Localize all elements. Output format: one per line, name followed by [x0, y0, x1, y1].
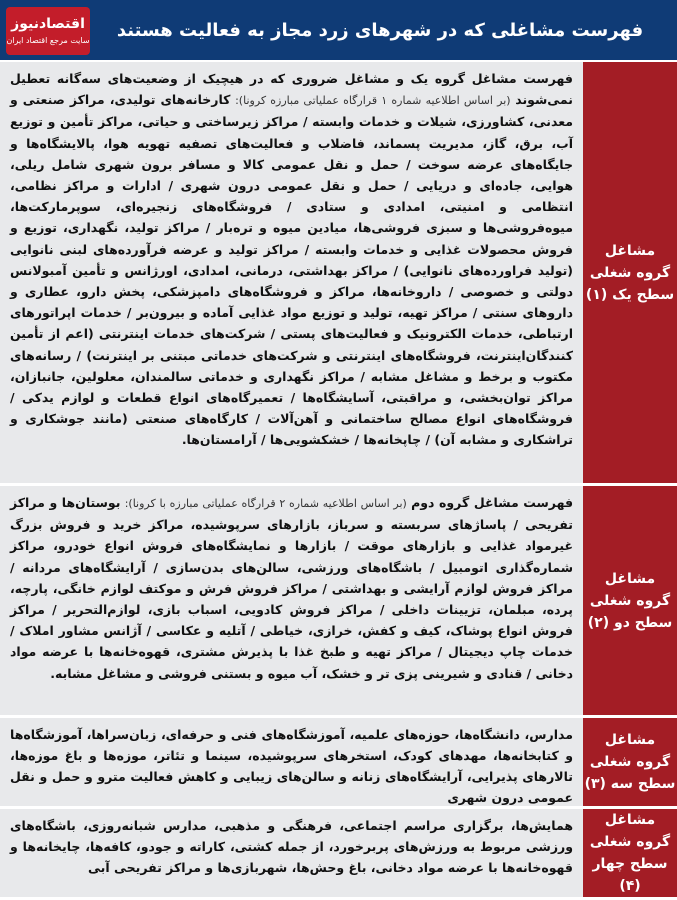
table-row-level-3	[0, 718, 677, 809]
row-note: (بر اساس اطلاعیه شماره ۲ قرارگاه عملیاتی مبارزه با کرونا):	[124, 497, 407, 510]
label-line-1: مشاغل	[604, 242, 656, 259]
row-heading: فهرست مشاغل گروه دوم	[411, 495, 574, 510]
label-line-2: گروه شغلی	[589, 592, 671, 609]
logo-tagline: سایت مرجع اقتصاد ایران	[6, 36, 90, 45]
row-label	[583, 718, 677, 806]
table-row-level-1	[0, 62, 677, 486]
label-line-3: سطح چهار (۴)	[592, 856, 668, 894]
label-line-1: مشاغل	[604, 812, 656, 828]
page-title: فهرست مشاغلی که در شهرهای زرد مجاز به فعالیت هستند	[116, 19, 644, 41]
row-label	[583, 62, 677, 483]
row-label	[583, 486, 677, 715]
row-heading: فهرست مشاغل گروه یک و مشاغل ضروری که در هیچیک از وضعیت‌های سه‌گانه تعطیل نمی‌شوند	[10, 71, 573, 108]
label-line-3: سطح یک (۱)	[585, 286, 675, 303]
table-row-level-4	[0, 809, 677, 900]
label-line-2: گروه شغلی	[589, 754, 671, 770]
label-line-2: گروه شغلی	[589, 264, 671, 281]
logo-name: اقتصادنیوز	[11, 16, 85, 32]
label-line-3: سطح سه (۳)	[584, 776, 676, 792]
label-line-1: مشاغل	[604, 732, 656, 748]
row-content	[0, 62, 583, 483]
table-row-level-2	[0, 486, 677, 718]
row-content	[0, 718, 583, 806]
label-line-2: گروه شغلی	[589, 834, 671, 850]
row-content	[0, 486, 583, 715]
label-line-1: مشاغل	[604, 570, 656, 587]
row-body: مدارس، دانشگاه‌ها، حوزه‌های علمیه، آموزشگاه‌های فنی و حرفه‌ای، زبان‌سراها، آموزشگاه‌ها و کتابخانه‌ها، مهدهای کودک، استخرهای سرپوشیده، سینما و تئاتر، موزه‌ها و باغ موزه‌ها، تالارهای پذیرایی، آرایشگاه‌های زنانه و سالن‌های زیبایی و کاهش فعالیت مترو و حمل و نقل عمومی درون شهری	[10, 727, 573, 805]
row-body: بوستان‌ها و مراکز تفریحی / پاساژهای سربسته و سرباز، بازارهای سرپوشیده، مراکز خرید و فروش بزرگ غیرمواد غذایی و بازارهای موقت / بازارها و نمایشگاه‌های فروش انواع خودرو، مراکز شماره‌گذاری اتومبیل / باشگاه‌های ورزشی، سالن‌های بدن‌سازی / آرایشگاه‌های مردانه / مراکز فروش لوازم آرایشی و بهداشتی / مراکز فروش فرش و موکتف لوازم خانگی، پارچه، پرده، مبلمان، تزیینات داخلی / مراکز فروش کادویی، اسباب بازی، لوازم‌التحریر / مراکز فروش انواع پوشاک، کیف و کفش، خرازی، خیاطی / آتلیه و عکاسی / آژانس مشاور املاک / خدمات چاپ دیجیتال / مراکز تهیه و طبخ غذا با پذیرش مشتری، قهوه‌خانه‌ها با عرضه مواد دخانی / قنادی و شیرینی پزی تر و خشک، آب میوه و بستنی فروشی و مشاغل مشابه.	[10, 495, 573, 681]
row-label	[583, 809, 677, 897]
jobs-table	[0, 62, 677, 900]
row-note: (بر اساس اطلاعیه شماره ۱ قرارگاه عملیاتی مبارزه کرونا):	[235, 94, 511, 108]
logo	[6, 7, 90, 55]
row-content	[0, 809, 583, 897]
header-bar	[0, 0, 677, 60]
label-line-3: سطح دو (۲)	[587, 614, 673, 631]
row-body: همایش‌ها، برگزاری مراسم اجتماعی، فرهنگی و مذهبی، مدارس شبانه‌روزی، باشگاه‌های ورزشی مربوط به ورزش‌های پربرخورد، از جمله کشتی، کاراته و جودو، کافه‌ها، چایخانه‌ها و قهوه‌خانه‌ها با عرضه مواد دخانی، باغ وحش‌ها، شهربازی‌ها و مراکز تفریحی آبی	[10, 818, 573, 875]
row-body: کارخانه‌های تولیدی، مراکز صنعتی و معدنی، کشاورزی، شیلات و خدمات وابسته / مراکز زیرساختی و حیاتی، مراکز تأمین و توزیع آب، برق، گاز، مدیریت پسماند، فاضلاب و فعالیت‌های تصفیه تهویه هوا، پالایشگاه‌ها و جایگاه‌های عرضه سوخت / حمل و نقل عمومی کالا و مسافر برون شهری شامل ریلی، هوایی، جاده‌ای و دریایی / حمل و نقل عمومی درون شهری / ادارات و مراکز نظامی، انتظامی و امنیتی، امدادی و ستادی / فروشگاه‌های زنجیره‌ای، سوپرمارکت‌ها، میوه‌فروشی‌ها و سبزی فروشی‌ها، میادین میوه و تره‌بار / مراکز تولید، نگهداری، توزیع و فروش محصولات غذایی و خدمات وابسته / مراکز تولید و عرضه فرآورده‌های لبنی نانوایی (تولید فراورده‌های نانوایی) / مراکز بهداشتی، درمانی، امدادی، اورژانس و تأمین آمبولانس دولتی و خصوصی / داروخانه‌ها، مراکز و فروشگاه‌های دامپزشکی، پخش دارو، عطاری و داروهای سنتی / مراکز تهیه، تولید و توزیع مواد غذایی آماده و بیرون‌بر / خدمات اپراتورهای ارتباطی، خدمات الکترونیک و فعالیت‌های پستی / شرکت‌های خدمات اینترنتی (اعم از تأمین کنندگان‌اینترنت، فروشگاه‌های اینترنتی و شرکت‌های خدماتی مبتنی بر اینترنت) / رسانه‌های مکتوب و برخط و مشاغل مشابه / مراکز نگهداری و خدماتی سالمندان، معلولین، جانبازان، مراکز توان‌بخشی، و مراقبتی، آسایشگاه‌ها / تعمیرگاه‌های انواع قطعات و لوازم یدکی / فروشگاه‌های انواع مصالح ساختمانی و آهن‌آلات / کارگاه‌های صنعتی (مانند جوشکاری و تراشکاری و مشابه آن) / چاپخانه‌ها / خشکشویی‌ها / آرامستان‌ها.	[10, 92, 573, 448]
